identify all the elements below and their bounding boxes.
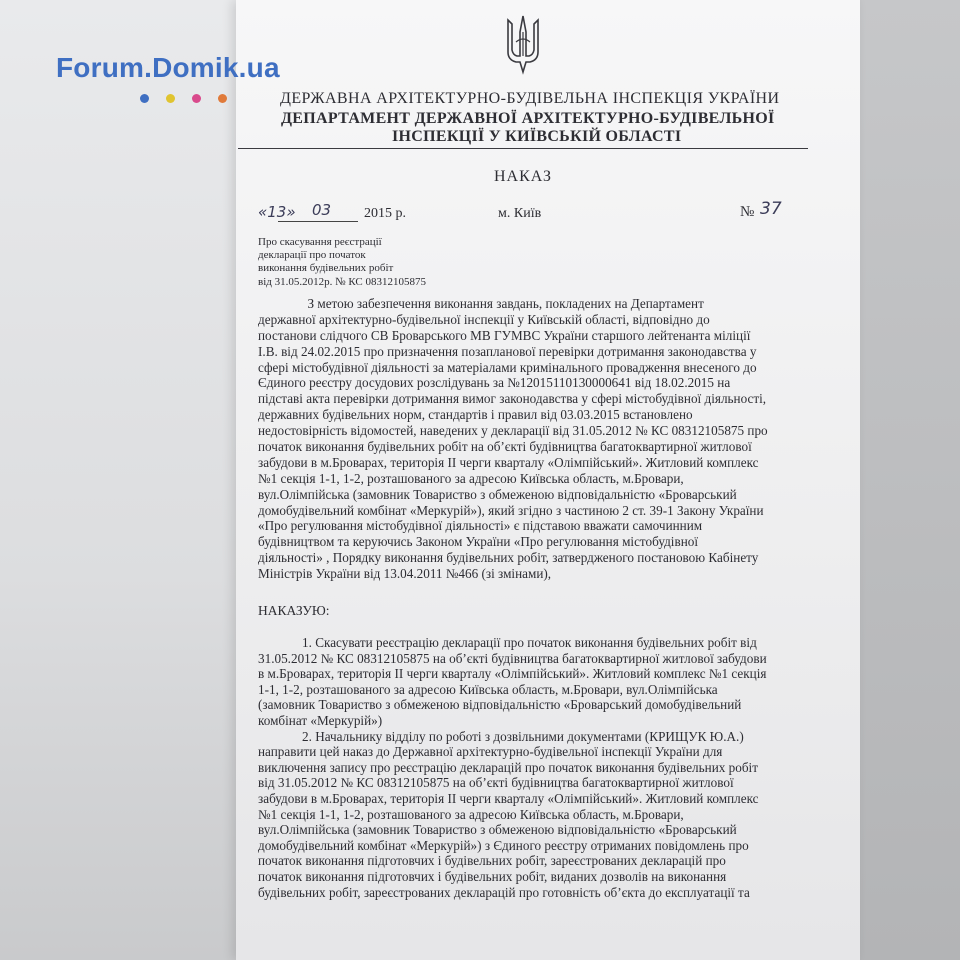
item2-line: від 31.05.2012 № КС 08312105875 на об’єкті будівництва багатоквартирної житлової xyxy=(258,775,734,791)
body-line: державних будівельних норм, стандартів і правил від 03.03.2015 встановлено xyxy=(258,407,693,423)
city: м. Київ xyxy=(498,206,542,221)
order-heading: НАКАЗУЮ: xyxy=(258,603,330,618)
watermark-logo: Forum.Domik.ua xyxy=(56,52,280,83)
item1-line: в м.Броварах, територія ІІ черги кварталу «Олімпійський». Житловий комплекс №1 секція xyxy=(258,666,767,682)
header-divider xyxy=(238,148,808,149)
body-line: Єдиного реєстру досудових розслідувань за №12015110130000641 від 18.02.2015 на xyxy=(258,375,731,391)
subject-block xyxy=(258,236,426,289)
body-line: Міністрів України від 13.04.2011 №466 (зі змінами), xyxy=(258,566,552,582)
subject-line: Про скасування реєстрації xyxy=(258,236,382,248)
body-line: І.В. від 24.02.2015 про призначення позапланової перевірки дотримання законодавства у xyxy=(258,343,757,359)
header-line-1: ДЕРЖАВНА АРХІТЕКТУРНО-БУДІВЕЛЬНА ІНСПЕКЦІЯ УКРАЇНИ xyxy=(280,90,780,107)
watermark-dot xyxy=(140,94,149,103)
body-line: діяльності» , Порядку виконання будівельних робіт, затвердженого постановою Кабінету xyxy=(258,550,759,566)
header-line-2: ДЕПАРТАМЕНТ ДЕРЖАВНОЇ АРХІТЕКТУРНО-БУДІВЕЛЬНОЇ xyxy=(281,110,775,127)
item1-line: (замовник Товариство з обмеженою відповідальністю «Броварський домобудівельний xyxy=(258,697,742,713)
background-left-surface xyxy=(0,0,240,960)
watermark-dots xyxy=(140,90,244,100)
item1-line: комбінат «Меркурій») xyxy=(258,712,383,728)
item2-line: направити цей наказ до Державної архітектурно-будівельної інспекції України для xyxy=(258,744,723,760)
item1-line: 31.05.2012 № КС 08312105875 на об’єкті будівництва багатоквартирної житлової забудови xyxy=(258,650,767,666)
date-day: «13» xyxy=(258,203,296,221)
item2-line: забудови в м.Броварах, територія ІІ черги кварталу «Олімпійський». Житловий комплекс xyxy=(258,790,759,806)
preamble-text xyxy=(258,296,806,582)
document-title: НАКАЗ xyxy=(494,168,552,185)
body-line: недостовірність відомостей, наведених у декларації від 31.05.2012 № КС 08312105875 про xyxy=(258,423,768,439)
body-line: «Про регулювання містобудівної діяльності» є підставою вважати самочинним xyxy=(258,518,703,534)
order-number-label: № xyxy=(740,204,755,220)
subject-line: декларації про початок xyxy=(258,249,366,262)
date-underline xyxy=(278,221,358,222)
body-line: державної архітектурно-будівельної інспекції у Київській області, відповідно до xyxy=(258,311,710,327)
watermark-dot xyxy=(192,94,201,103)
subject-line: від 31.05.2012р. № КС 08312105875 xyxy=(258,275,426,288)
item2-line: №1 секція 1-1, 1-2, розташованого за адресою Київська область, м.Бровари, xyxy=(258,806,684,822)
subject-line: виконання будівельних робіт xyxy=(258,262,394,275)
body-line: забудови в м.Броварах, територія ІІ черги кварталу «Олімпійський». Житловий комплекс xyxy=(258,454,759,470)
body-line: підставі акта перевірки дотримання вимог законодавства у сфері містобудівної діяльності, xyxy=(258,391,767,407)
body-line: постанови слідчого СВ Броварського МВ ГУМВС України старшого лейтенанта міліції xyxy=(258,327,751,343)
trident-icon xyxy=(502,12,544,76)
watermark-dot xyxy=(218,94,227,103)
date-year: 2015 р. xyxy=(364,206,406,221)
body-line: №1 секція 1-1, 1-2, розташованого за адресою Київська область, м.Бровари, xyxy=(258,470,684,486)
item1-line: 1. Скасувати реєстрацію декларації про початок виконання будівельних робіт від xyxy=(302,635,757,650)
body-line: З метою забезпечення виконання завдань, покладених на Департамент xyxy=(258,296,704,311)
header-line-3: ІНСПЕКЦІЇ У КИЇВСЬКІЙ ОБЛАСТІ xyxy=(392,128,682,145)
date-month: 03 xyxy=(312,201,332,219)
background-right-surface xyxy=(850,0,960,960)
item1-line: 1-1, 1-2, розташованого за адресою Київська область, м.Бровари, вул.Олімпійська xyxy=(258,681,718,697)
body-line: домобудівельний комбінат «Меркурій»), який згідно з частиною 2 ст. 39-1 Закону України xyxy=(258,502,764,518)
body-line: вул.Олімпійська (замовник Товариство з обмеженою відповідальністю «Броварський xyxy=(258,486,737,502)
body-line: будівництвом та керуючись Законом України «Про регулювання містобудівної xyxy=(258,534,699,550)
item2-line: початок виконання підготовчих і будівельних робіт, зареєстрованих декларацій про xyxy=(258,853,726,869)
body-line: початок виконання будівельних робіт на об’єкті будівництва багатоквартирної житлової xyxy=(258,439,752,455)
item2-line: домобудівельний комбінат «Меркурій») з Єдиного реєстру отриманих повідомлень про xyxy=(258,837,749,853)
item2-line: виключення запису про реєстрацію декларацій про початок виконання будівельних робіт xyxy=(258,759,758,775)
order-number: 37 xyxy=(760,199,782,219)
item2-line: будівельних робіт, зареєстрованих декларацій про готовність об’єкта до експлуатації та xyxy=(258,884,750,900)
item2-line: початок виконання підготовчих і будівельних робіт, виданих дозволів на виконання xyxy=(258,868,727,884)
item2-line: 2. Начальнику відділу по роботі з дозвільними документами (КРИЩУК Ю.А.) xyxy=(302,728,744,744)
watermark-dot xyxy=(166,94,175,103)
order-items xyxy=(258,635,806,900)
body-line: сфері містобудівної діяльності за матеріалами кримінального провадження внесеного до xyxy=(258,359,757,375)
item2-line: вул.Олімпійська (замовник Товариство з обмеженою відповідальністю «Броварський xyxy=(258,822,737,838)
